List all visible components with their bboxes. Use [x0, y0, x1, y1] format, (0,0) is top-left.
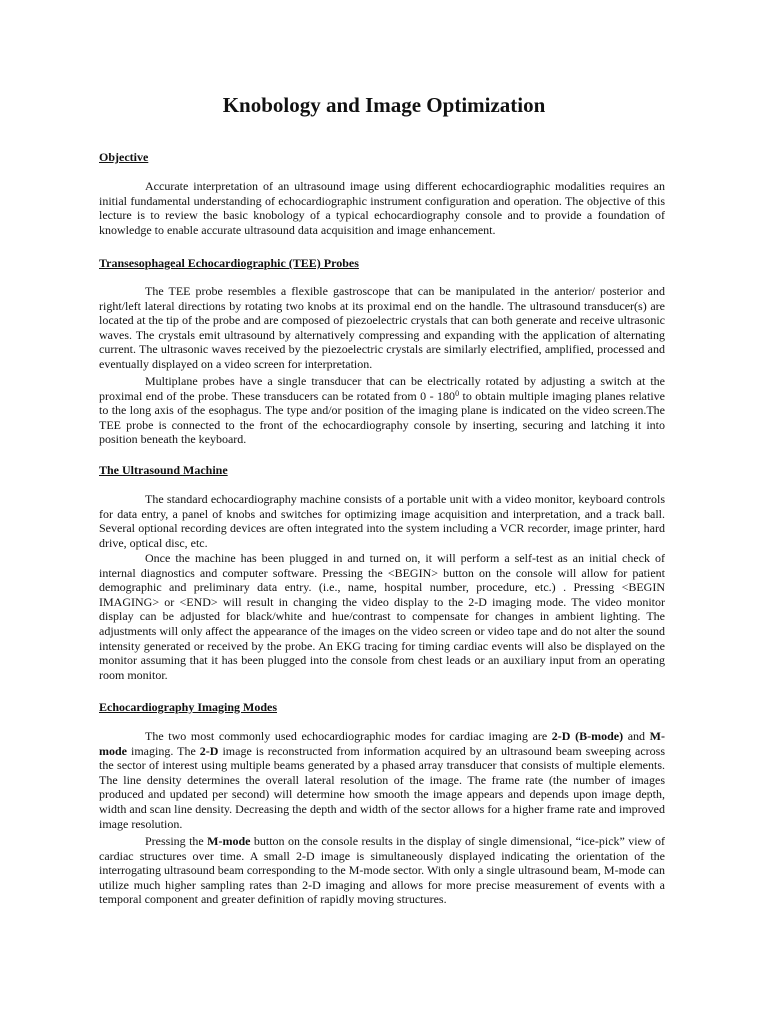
section-heading-tee-probes: Transesophageal Echocardiographic (TEE) Probes — [99, 256, 359, 270]
multiplane-paragraph: Multiplane probes have a single transducer that can be electrically rotated by adjusting a switch at the proximal end of the probe. These transducers can be rotated from $0 - 180^0$ to obtain multiple imaging planes relative to the long axis of the esophagus. The type and/or position of the imaging plane is indicated on the video screen.The TEE probe is connected to the front of the echocardiography console by inserting, securing and latching it into position beneath the keyboard. — [99, 374, 665, 447]
objective-paragraph: Accurate interpretation of an ultrasound image using different echocardiographic modalities requires an initial fundamental understanding of echocardiographic instrument configuration and operation. The objective of this lecture is to review the basic knobology of a typical echocardiography console and to provide a foundation of knowledge to enable accurate ultrasound data acquisition and image enhancement. — [99, 179, 665, 237]
m-mode-paragraph: Pressing the M-mode button on the console results in the display of single dimensional, “ice-pick” view of cardiac structures over time. A small 2-D image is simultaneously displayed indicating the orientation of the interrogating ultrasound beam corresponding to the M-mode sector. With only a single ultrasound beam, M-mode can utilize much higher sampling rates than 2-D imaging and allows for more precise measurement of events with a temporal component and greater definition of rapidly moving structures. — [99, 834, 665, 907]
document-title: Knobology and Image Optimization — [222, 93, 546, 117]
section-heading-objective: Objective — [99, 150, 149, 164]
self-test-paragraph: Once the machine has been plugged in and turned on, it will perform a self-test as an initial check of internal diagnostics and computer software. Pressing the <BEGIN> button on the console will allow for patient demographic and preliminary data entry. (i.e., name, hospital number, procedure, etc.) . Pressing <BEGIN IMAGING> or <END> will result in changing the video display to the 2-D imaging mode. The video monitor display can be adjusted for black/white and hue/contrast to compensate for changes in ambient lighting. The adjustments will only affect the appearance of the images on the video screen or video tape and do not alter the sound intensity generated or received by the probe. An EKG tracing for timing cardiac events will also be displayed on the monitor assuming that it has been plugged into the console from chest leads or an auxiliary input from an operating room monitor. — [99, 551, 665, 682]
section-heading-imaging-modes: Echocardiography Imaging Modes — [99, 700, 278, 714]
imaging-modes-paragraph: The two most commonly used echocardiographic modes for cardiac imaging are 2-D (B-mode) and M-mode imaging. The 2-D image is reconstructed from information acquired by an ultrasound beam sweeping across the sector of interest using multiple beams generated by a phased array transducer that consists of multiple elements. The line density determines the overall lateral resolution of the image. The frame rate (the number of images produced and updated per second) will determine how smooth the image appears and depends upon image depth, width and scan line density. Decreasing the depth and width of the sector allows for a higher frame rate and improved image resolution. — [99, 729, 665, 831]
machine-paragraph: The standard echocardiography machine consists of a portable unit with a video monitor, keyboard controls for data entry, a panel of knobs and switches for optimizing image acquisition and interpretation, and a track ball. Several optional recording devices are often integrated into the system including a VCR recorder, image printer, hard drive, optical disc, etc. — [99, 492, 665, 550]
tee-probe-paragraph: The TEE probe resembles a flexible gastroscope that can be manipulated in the anterior/ posterior and right/left lateral directions by rotating two knobs at its proximal end on the handle. The ultrasound transducer(s) are located at the tip of the probe and are composed of piezoelectric crystals that can both generate and receive ultrasonic waves. The crystals emit ultrasound by alternatively compressing and expanding with the application of alternating current. The ultrasonic waves received by the piezoelectric crystals are similarly electrified, amplified, processed and eventually displayed on a video screen for interpretation. — [99, 284, 665, 371]
degree-superscript: 0 — [455, 388, 460, 398]
section-heading-ultrasound-machine: The Ultrasound Machine — [99, 463, 228, 477]
